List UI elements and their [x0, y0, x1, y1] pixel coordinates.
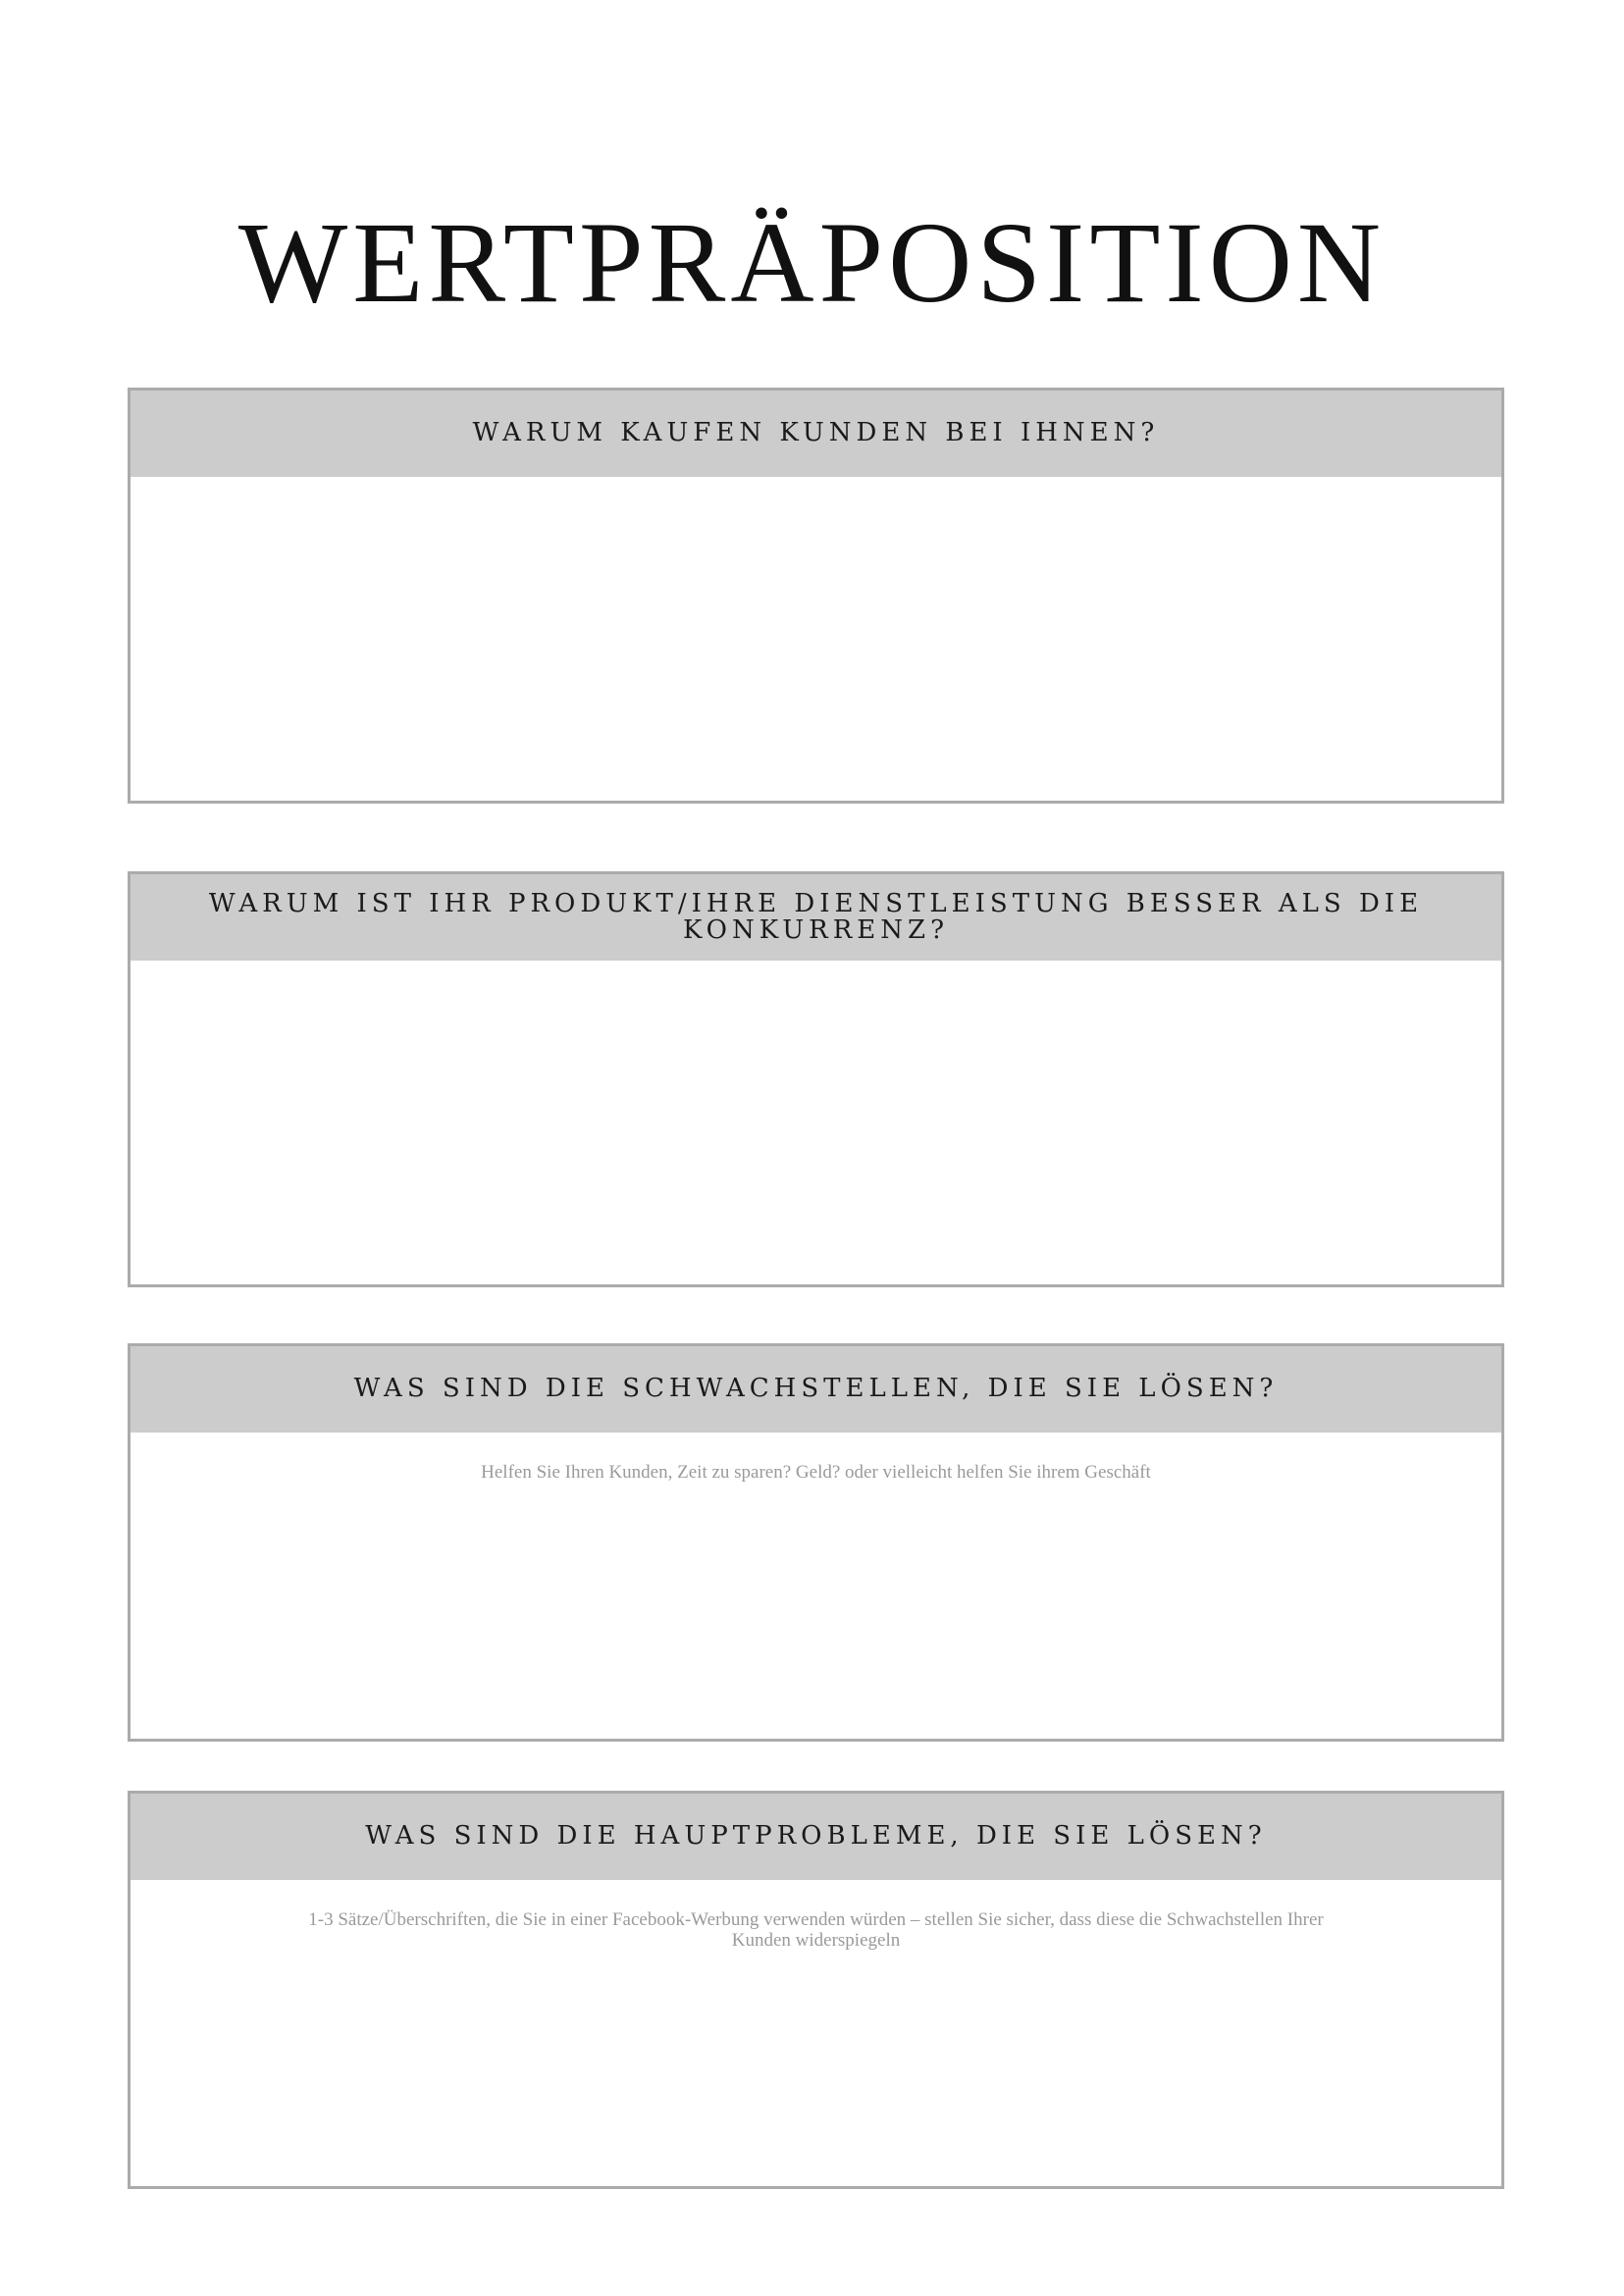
section-heading: WAS SIND DIE SCHWACHSTELLEN, DIE SIE LÖSEN?	[353, 1374, 1279, 1404]
section-header	[131, 1794, 1501, 1880]
hint-text: 1-3 Sätze/Überschriften, die Sie in einer Facebook-Werbung verwenden würden – stellen Sie sicher, dass diese die Schwachstellen Ihrer Kunden widerspiegeln	[308, 1909, 1324, 1952]
section-heading: WAS SIND DIE HAUPTPROBLEME, DIE SIE LÖSEN?	[365, 1821, 1267, 1852]
section-main-problems	[128, 1791, 1504, 2189]
section-why-better-than-competition	[128, 871, 1504, 1287]
section-header	[131, 874, 1501, 961]
section-heading: WARUM IST IHR PRODUKT/IHRE DIENSTLEISTUNG BESSER ALS DIE KONKURRENZ?	[208, 888, 1424, 945]
hint-text: Helfen Sie Ihren Kunden, Zeit zu sparen? Geld? oder vielleicht helfen Sie ihrem Geschäft	[481, 1462, 1151, 1483]
section-heading: WARUM KAUFEN KUNDEN BEI IHNEN?	[472, 418, 1160, 448]
section-header	[131, 1346, 1501, 1433]
section-why-customers-buy	[128, 388, 1504, 804]
section-header	[131, 391, 1501, 477]
answer-area-main-problems[interactable]	[131, 1880, 1501, 1952]
answer-area-pain-points[interactable]	[131, 1433, 1501, 1483]
section-pain-points	[128, 1343, 1504, 1742]
page-title: WERTPRÄPOSITION	[237, 198, 1387, 328]
